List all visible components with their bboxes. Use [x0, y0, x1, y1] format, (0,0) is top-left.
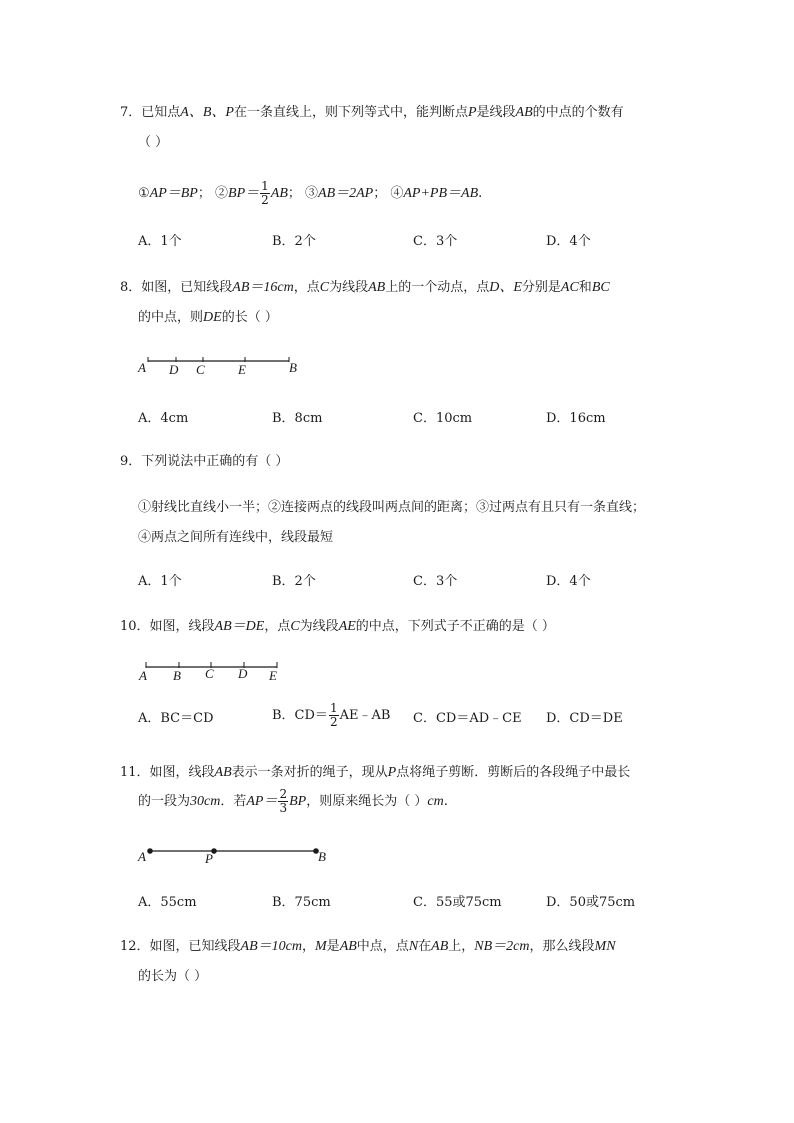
q8-option-b[interactable]: B．8cm [272, 411, 323, 426]
q11-fraction-num: 2 [279, 787, 288, 801]
q8-label-e: E [238, 362, 246, 377]
q7-separator: ； ③ [287, 186, 319, 201]
q12-text: 是 [326, 939, 340, 954]
q9-option-b[interactable]: B．2个 [272, 574, 316, 589]
q7-condition-2-rhs: AB [270, 186, 288, 201]
q10-point-c: C [290, 619, 300, 634]
q11-ap-lhs: AP＝ [246, 794, 278, 809]
q11-stem-line1 [120, 764, 630, 782]
q7-stem-text: 是线段 [476, 105, 516, 120]
q7-marker: ① [138, 186, 150, 201]
q8-label-b: B [289, 360, 297, 375]
q11-label-a: A [138, 849, 146, 864]
q11-text: ，则原来绳长为（ ） [306, 794, 428, 809]
q11-text: 点将绳子剪断．剪断后的各段绳子中最长 [396, 765, 631, 780]
q10-option-b-rhs: AE﹣AB [339, 708, 391, 723]
q11-option-d[interactable]: D．50或75cm [546, 895, 636, 910]
q11-text: ．若 [220, 794, 247, 809]
q12-text: ，那么线段 [529, 939, 595, 954]
q7-condition-2-lhs: BP＝ [228, 186, 260, 201]
q7-option-a[interactable]: A．1个 [138, 234, 182, 249]
q11-bp: BP [289, 794, 307, 809]
q7-segment-ab: AB [515, 105, 533, 120]
q11-text: 的一段为 [138, 794, 191, 809]
q8-text: 的中点，则 [138, 310, 204, 325]
q7-option-b[interactable]: B．2个 [272, 234, 316, 249]
q11-label-b: B [318, 849, 326, 864]
q8-text: 分别是 [521, 280, 561, 295]
q10-fraction [329, 702, 339, 729]
q9-statements-2: ④两点之间所有连线中，线段最短 [138, 530, 334, 545]
q11-text: 表示一条对折的绳子，现从 [231, 765, 388, 780]
q8-segment-bc: BC [591, 280, 610, 295]
q10-segment-ae: AE [338, 619, 356, 634]
q12-text: 12．如图，已知线段 [120, 939, 241, 954]
q7-stem-text: 7．已知点 [120, 105, 181, 120]
q12-text: 上， [448, 939, 475, 954]
q11-fraction [278, 788, 288, 815]
q8-label-c: C [196, 362, 205, 377]
q7-end: . [478, 186, 483, 201]
q9-stem: 9．下列说法中正确的有（ ） [120, 454, 289, 469]
q8-label-d: D [169, 362, 179, 377]
q10-text: 10．如图，线段 [120, 619, 215, 634]
q11-unit: cm [427, 794, 444, 809]
q7-stem-text: 的中点的个数有 [532, 105, 624, 120]
q8-option-a[interactable]: A．4cm [138, 411, 189, 426]
q9-option-a[interactable]: A．1个 [138, 574, 182, 589]
q7-point-p: P [467, 105, 477, 120]
q10-fraction-den: 2 [329, 715, 338, 729]
q9-option-d[interactable]: D．4个 [546, 574, 591, 589]
q10-label-d: D [238, 666, 248, 681]
q8-segment-ab: AB [368, 280, 386, 295]
q11-segment-ab: AB [214, 765, 232, 780]
q12-stem-line1 [120, 938, 616, 956]
q10-option-b[interactable] [272, 702, 390, 729]
q10-option-d[interactable]: D．CD＝DE [546, 711, 623, 726]
q8-text: 的长（ ） [221, 310, 278, 325]
q8-text: ，点 [293, 280, 320, 295]
q8-point-c: C [319, 280, 330, 295]
q10-stem [120, 618, 555, 636]
q10-option-c[interactable]: C．CD＝AD﹣CE [413, 711, 522, 726]
q7-points: A、B、P [180, 105, 234, 120]
q8-segment-de: DE [203, 310, 222, 325]
q12-segment-ab: AB [431, 939, 449, 954]
q12-text: 中点，点 [356, 939, 409, 954]
q10-option-b-prefix: B．CD＝ [272, 708, 328, 723]
q10-text: ，点 [264, 619, 291, 634]
q8-option-d[interactable]: D．16cm [546, 411, 606, 426]
q11-point-p-text: P [387, 765, 397, 780]
q8-text: 上的一个动点，点 [385, 280, 490, 295]
q11-length: 30cm [190, 794, 221, 809]
q7-fraction-num: 1 [261, 179, 269, 193]
q12-point-n: N [408, 939, 419, 954]
q7-answer-blank: （ ） [138, 135, 169, 150]
q11-option-a[interactable]: A．55cm [138, 895, 197, 910]
q8-text: 和 [578, 280, 592, 295]
q10-text: 的中点，下列式子不正确的是（ ） [355, 619, 555, 634]
q9-statements-1: ①射线比直线小一半；②连接两点的线段叫两点间的距离；③过两点有且只有一条直线； [138, 500, 646, 515]
q9-option-c[interactable]: C．3个 [413, 574, 458, 589]
q11-text: 11．如图，线段 [120, 765, 215, 780]
q8-text: 8．如图，已知线段 [120, 280, 233, 295]
q12-ab-length: AB＝10cm [240, 939, 302, 954]
q12-nb-length: NB＝2cm [474, 939, 530, 954]
q7-separator: ； ④ [373, 186, 404, 201]
q7-condition-4: AP+PB＝AB [403, 186, 479, 201]
q7-option-c[interactable]: C．3个 [413, 234, 458, 249]
q10-text: 为线段 [299, 619, 339, 634]
q11-option-b[interactable]: B．75cm [272, 895, 331, 910]
q10-ab-de: AB＝DE [214, 619, 265, 634]
q7-fraction-den: 2 [261, 193, 269, 207]
q8-label-a: A [138, 360, 146, 375]
q11-text: . [443, 794, 448, 809]
q11-label-p: P [205, 851, 213, 866]
q11-stem-line2 [138, 788, 448, 815]
q10-option-a[interactable]: A．BC＝CD [138, 711, 214, 726]
q12-text: 在 [418, 939, 432, 954]
q8-points-de: D、E [489, 280, 522, 295]
q12-segment-ab: AB [339, 939, 357, 954]
q10-label-a: A [139, 668, 147, 683]
q7-condition-1: AP＝BP [149, 186, 198, 201]
q11-fraction-den: 3 [279, 801, 288, 815]
q7-separator: ； ② [197, 186, 229, 201]
q10-label-c: C [205, 666, 214, 681]
q10-label-e: E [269, 668, 277, 683]
q7-stem-text: 在一条直线上，则下列等式中，能判断点 [233, 105, 468, 120]
q12-segment-mn: MN [594, 939, 616, 954]
q11-point-a [147, 848, 153, 854]
q8-segment-ac: AC [560, 280, 579, 295]
q7-option-d[interactable]: D．4个 [546, 234, 591, 249]
q12-point-m: M [315, 939, 327, 954]
q12-stem-line2: 的长为（ ） [138, 969, 208, 984]
q8-option-c[interactable]: C．10cm [413, 411, 473, 426]
q12-text: ， [301, 939, 315, 954]
q10-label-b: B [173, 668, 181, 683]
q8-ab-length: AB＝16cm [232, 280, 294, 295]
q11-option-c[interactable]: C．55或75cm [413, 895, 502, 910]
q7-condition-3: AB＝2AP [318, 186, 374, 201]
q8-text: 为线段 [329, 280, 369, 295]
q10-fraction-num: 1 [329, 701, 338, 715]
